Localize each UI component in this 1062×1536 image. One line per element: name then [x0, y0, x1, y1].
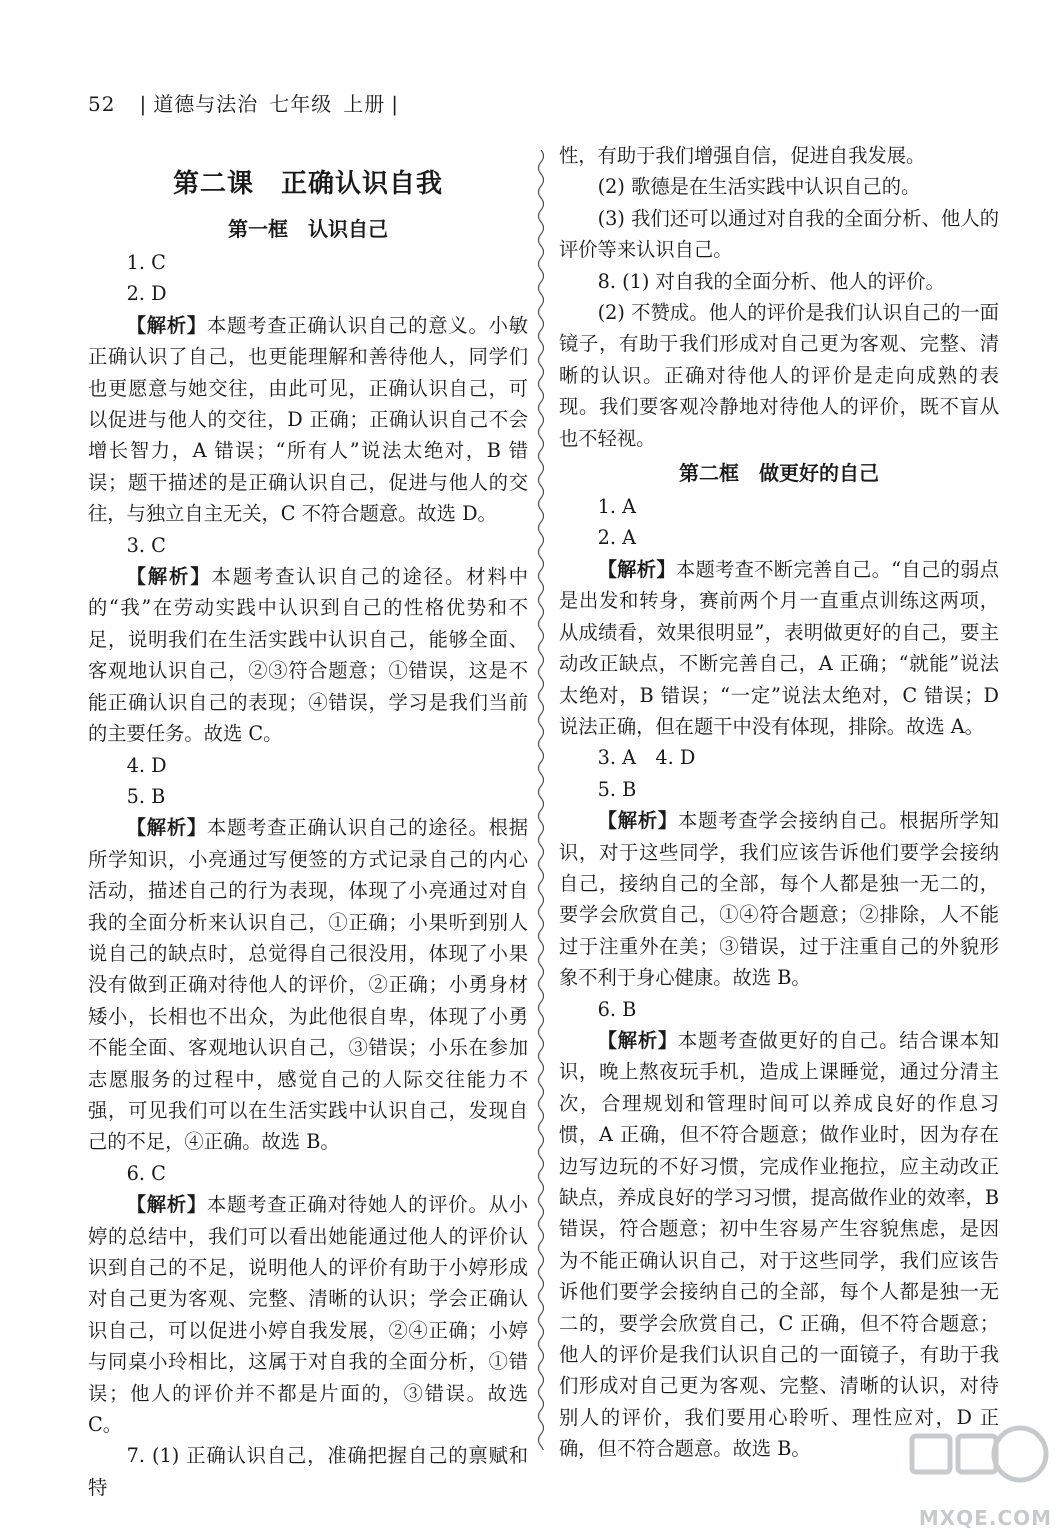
answer-7-continued: 性，有助于我们增强自信，促进自我发展。 [559, 144, 926, 167]
explanation-text: 本题考查不断完善自己。“自己的弱点是出发和转身，赛前两个月一直重点训练这两项，从成绩看，效果很明显”，表明做更好的自己，要主动改正缺点，不断完善自己，A 正确；“就能”说法太绝对，B 错误；“一定”说法太绝对，C 错误；D 说法正确，但在题干中没有体现，排除。故选 A。 [559, 557, 999, 738]
section-title: 第一框 认识自己 [228, 217, 388, 241]
explanation-text: 本题考查学会接纳自己。根据所学知识，对于这些同学，我们应该告诉他们要学会接纳自己，接纳自己的全部，每个人都是独一无二的，要学会欣赏自己，①④符合题意；②排除，人不能过于注重外在美；③错误，过于注重自己的外貌形象不利于身心健康。故选 B。 [559, 809, 1000, 990]
section-title: 第二框 做更好的自己 [679, 461, 879, 486]
answer-1: 1. C [126, 251, 166, 274]
explanation-5 [88, 812, 528, 1157]
explanation-text: 本题考查正确对待她人的评价。从小婷的总结中，我们可以看出她能通过他人的评价认识到自己的不足，说明他人的评价有助于小婷形成对自己更为客观、完整、清晰的认识；学会正确认识自己，可以促进小婷自我发展，②④正确；小婷与同桌小玲相比，这属于对自我的全面分析，①错误；他人的评价并不都是片面的，③错误。故选 C。 [88, 1193, 529, 1437]
answer-4: 4. D [126, 753, 167, 777]
answer-6: 6. B [597, 997, 637, 1021]
page-number: 52 [88, 92, 116, 116]
answer-8-2: (2) 不赞成。他人的评价是我们认识自己的一面镜子，有助于我们形成对自己更为客观、完整、清晰的认识。正确对待他人的评价是走向成熟的表现。我们要客观冷静地对待他人的评价，既不盲从也不轻视。 [559, 301, 999, 450]
analysis-tag: 【解析】 [126, 313, 208, 337]
answer-7-2: (2) 歌德是在生活实践中认识自己的。 [597, 175, 921, 199]
answer-2: 2. D [126, 282, 167, 306]
separator: | [139, 92, 148, 116]
answer-3: 3. C [126, 533, 166, 557]
answer-7: 7. (1) 正确认识自己，准确把握自己的禀赋和特 [88, 1444, 528, 1499]
answer-1: 1. A [597, 495, 637, 519]
explanation-6 [559, 1025, 999, 1465]
running-header [88, 88, 405, 117]
analysis-tag: 【解析】 [126, 816, 208, 840]
explanation-5 [559, 805, 999, 993]
explanation-3 [88, 561, 528, 749]
answer-6: 6. C [126, 1161, 166, 1185]
explanation-6 [88, 1189, 528, 1440]
watermark [902, 1420, 1052, 1530]
answer-3-4: 3. A 4. D [597, 746, 696, 770]
analysis-tag: 【解析】 [126, 1193, 208, 1217]
explanation-2 [88, 310, 528, 530]
explanation-text: 本题考查认识自己的途径。材料中的“我”在劳动实践中认识到自己的性格优势和不足，说明我们在生活实践中认识自己，能够全面、客观地认识自己，②③符合题意；①错误，这是不能正确认识自己的表现；④错误，学习是我们当前的主要任务。故选 C。 [88, 565, 529, 746]
explanation-text: 本题考查正确认识自己的意义。小敏正确认识了自己，也更能理解和善待他人，同学们也更愿意与她交往，由此可见，正确认识自己，可以促进与他人的交往，D 正确；正确认识自己不会增长智力，A 错误；“所有人”说法太绝对，B 错误；题干描述的是正确认识自己，促进与他人的交往，与独立自主无关，C 不符合题意。故选 D。 [88, 313, 529, 526]
answer-2: 2. A [597, 526, 637, 550]
lesson-title: 第二课 正确认识自我 [172, 169, 443, 199]
answer-7-3: (3) 我们还可以通过对自我的全面分析、他人的评价等来认识自己。 [559, 206, 999, 262]
explanation-text: 本题考查正确认识自己的途径。根据所学知识，小亮通过写便签的方式记录自己的内心活动，描述自己的行为表现，体现了小亮通过对自我的全面分析来认识自己，①正确；小果听到别人说自己的缺点时，总觉得自己很没用，体现了小果没有做到正确对待他人的评价，②正确；小勇身材矮小，长相也不出众，为此他很自卑，体现了小勇不能全面、客观地认识自己，③错误；小乐在参加志愿服务的过程中，感觉自己的人际交往能力不强，可见我们可以在生活实践中认识自己，发现自己的不足，④正确。故选 B。 [88, 816, 529, 1154]
explanation-2 [559, 554, 999, 742]
analysis-tag: 【解析】 [597, 557, 676, 581]
explanation-text: 本题考查做更好的自己。结合课本知识，晚上熬夜玩手机，造成上课睡觉，通过分清主次，合理规划和管理时间可以养成良好的作息习惯，A 正确，但不符合题意；做作业时，因为存在边写边玩的不好习惯，完成作业拖拉，应主动改正缺点，养成良好的学习习惯，提高做作业的效率，B 错误，符合题意；初中生容易产生容貌焦虑，是因为不能正确认识自己，对于这些同学，我们应该告诉他们要学会接纳自己的全部，每个人都是独一无二的，要学会欣赏自己，C 正确，但不符合题意；他人的评价是我们认识自己的一面镜子，有助于我们形成对自己更为客观、完整、清晰的认识，对待别人的评价，我们要用心聆听、理性应对，D 正确，但不符合题意。故选 B。 [559, 1028, 1000, 1461]
column-divider [534, 150, 548, 1450]
answer-5: 5. B [597, 777, 637, 801]
watermark-domain: MXQE.COM [918, 1506, 1052, 1530]
analysis-tag: 【解析】 [126, 565, 212, 589]
book-title: 道德与法治 [153, 92, 259, 116]
analysis-tag: 【解析】 [597, 809, 679, 833]
answer-5: 5. B [126, 784, 166, 808]
grade: 七年级 [269, 92, 333, 116]
volume: 上册 [343, 92, 386, 116]
right-column [559, 140, 999, 1465]
answer-8-1: 8. (1) 对自我的全面分析、他人的评价。 [597, 269, 945, 293]
left-column [88, 140, 528, 1503]
analysis-tag: 【解析】 [597, 1028, 679, 1052]
separator: | [391, 92, 399, 116]
watermark-logo-icon [902, 1420, 1052, 1500]
